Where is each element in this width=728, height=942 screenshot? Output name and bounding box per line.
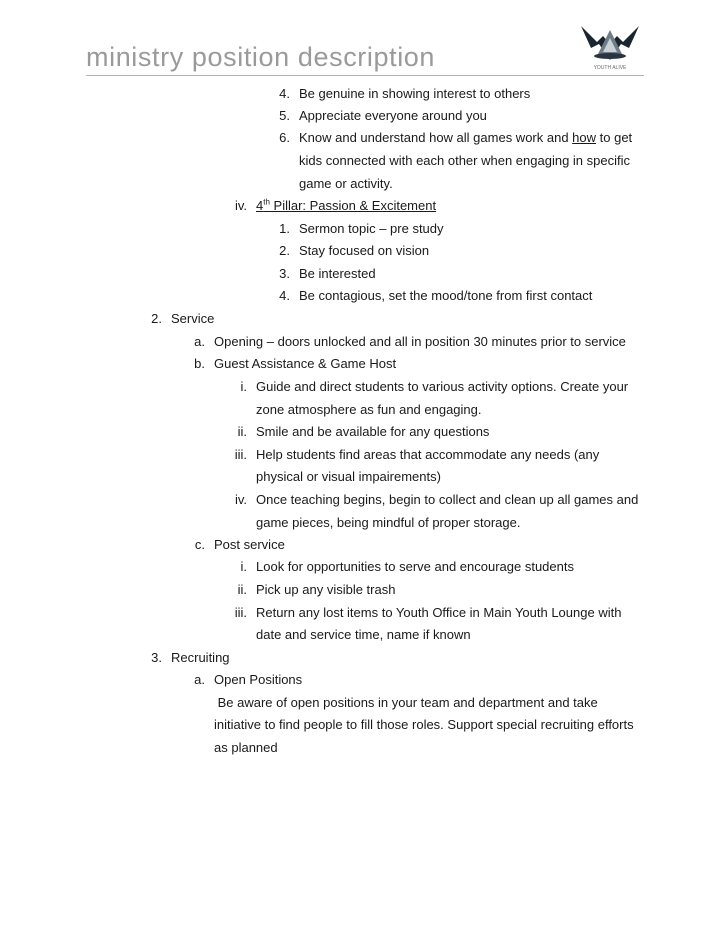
list-item-text: Post service [214,537,285,552]
list-marker: 4. [279,86,290,101]
list-item-text: Open Positions [214,672,303,687]
list-marker: i. [240,379,247,394]
list-item-continuation: date and service time, name if known [256,627,471,642]
paragraph-line: Be aware of open positions in your team and department and take [214,695,598,710]
ministry-logo [575,22,645,72]
pillar-number: 4 [256,198,264,213]
list-item-text [299,130,632,146]
text-run: to get [596,130,633,145]
list-marker: iii. [234,447,247,462]
list-item-text: Look for opportunities to serve and encourage students [256,559,574,574]
page-header-title: ministry position description [86,42,436,72]
list-marker: c. [194,537,205,552]
pillar-title: Pillar: Passion & Excitement [269,198,437,213]
list-item-text: Guide and direct students to various activity options. Create your [256,379,629,394]
list-item-continuation: game pieces, being mindful of proper storage. [256,515,521,530]
list-marker: a. [194,334,205,349]
list-item-text: Help students find areas that accommodate any needs (any [256,447,600,462]
list-marker: 4. [279,288,290,303]
list-marker: ii. [237,424,247,439]
list-item-text: Once teaching begins, begin to collect and clean up all games and [256,492,639,507]
list-marker: 3. [151,650,162,665]
list-item-text: Be contagious, set the mood/tone from first contact [299,288,593,303]
list-marker: 2. [279,243,290,258]
underlined-word: how [572,130,597,145]
pillar-heading [256,198,436,214]
list-marker: 5. [279,108,290,123]
list-marker: 1. [279,221,290,236]
list-marker: a. [194,672,205,687]
list-marker: 6. [279,130,290,145]
list-item-continuation: kids connected with each other when engaging in specific [299,153,630,168]
list-item-text: Sermon topic – pre study [299,221,444,236]
list-item-continuation: physical or visual impairements) [256,469,441,484]
list-item-text: Smile and be available for any questions [256,424,490,439]
list-marker: iv. [234,198,247,213]
text-run: Know and understand how all games work and [299,130,573,145]
list-marker: iii. [234,605,247,620]
list-item-text: Appreciate everyone around you [299,108,487,123]
list-item-text: Opening – doors unlocked and all in position 30 minutes prior to service [214,334,626,349]
section-title: Service [171,311,215,326]
section-title: Recruiting [171,650,230,665]
list-item-text: Return any lost items to Youth Office in Main Youth Lounge with [256,605,622,620]
list-marker: iv. [234,492,247,507]
list-marker: ii. [237,582,247,597]
header-divider [86,75,644,76]
list-item-text: Be interested [299,266,376,281]
ordinal-suffix: th [263,197,270,207]
list-item-continuation: zone atmosphere as fun and engaging. [256,402,482,417]
list-marker: 3. [279,266,290,281]
list-marker: b. [194,356,205,371]
paragraph-line: initiative to find people to fill those roles. Support special recruiting efforts [214,717,634,732]
list-item-text: Stay focused on vision [299,243,430,258]
list-marker: 2. [151,311,162,326]
list-marker: i. [240,559,247,574]
logo-lettering: YOUTH ALIVE [593,65,627,71]
list-item-continuation: game or activity. [299,176,393,191]
list-item-text: Pick up any visible trash [256,582,396,597]
list-item-text: Guest Assistance & Game Host [214,356,397,371]
paragraph-line: as planned [214,740,278,755]
list-item-text: Be genuine in showing interest to others [299,86,531,101]
